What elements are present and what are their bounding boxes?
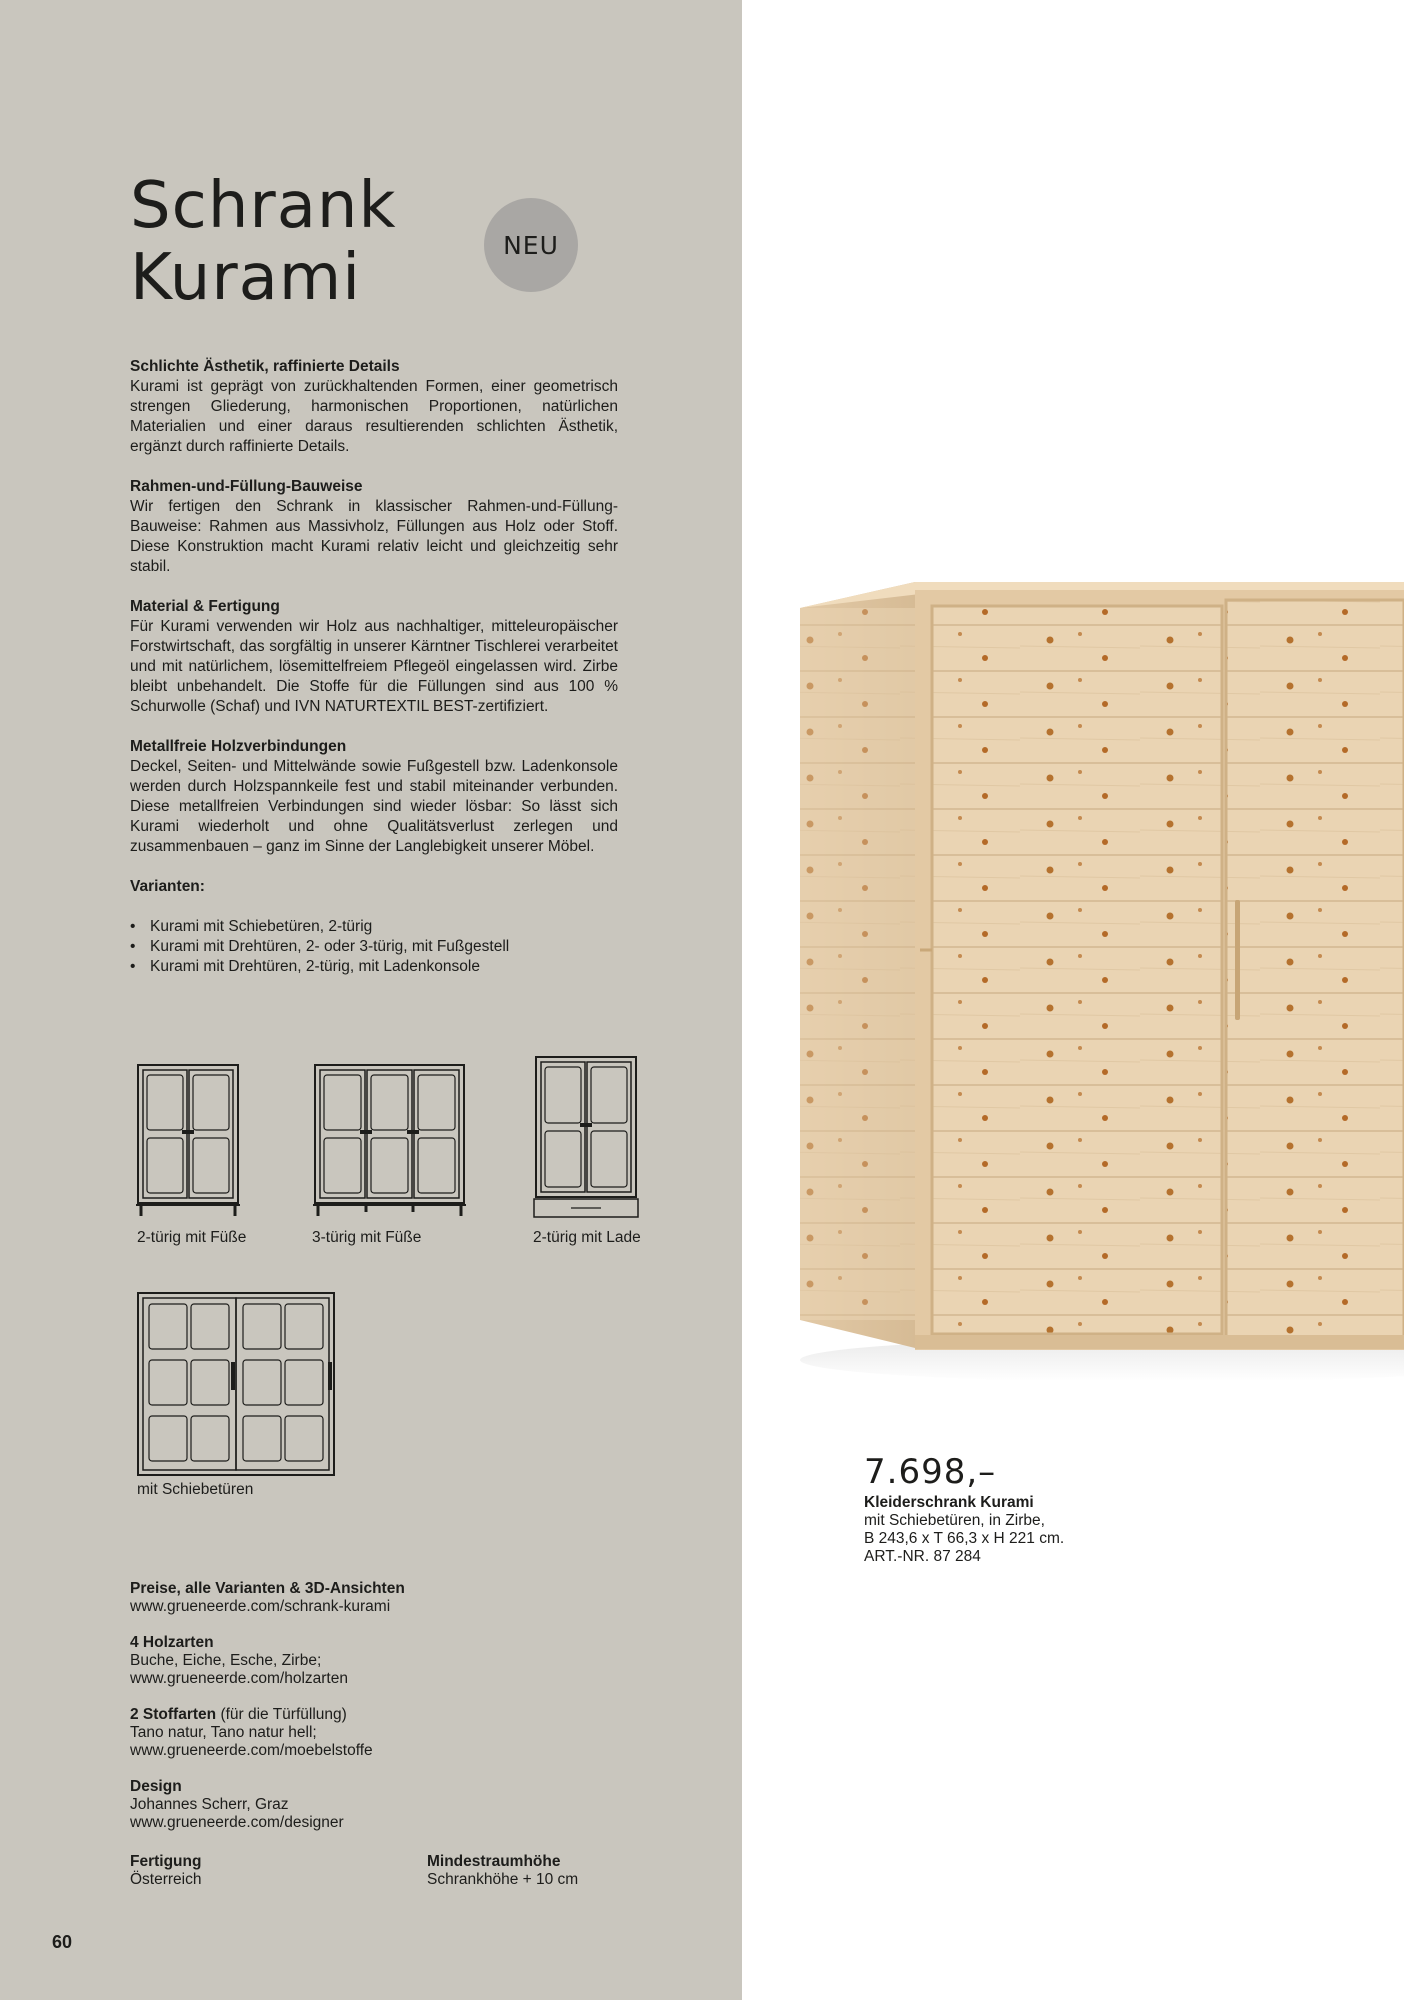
info-heading: Design [130,1778,182,1795]
wardrobe-line-drawing [533,1054,639,1222]
new-badge: NEU [484,198,578,292]
list-item: • Kurami mit Drehtüren, 2-türig, mit Ladenkonsole [130,957,618,977]
section-heading: Material & Fertigung [130,598,280,615]
section-variants [130,877,618,977]
section-heading: Rahmen-und-Füllung-Bauweise [130,478,363,495]
diagram-label: 3-türig mit Füße [312,1229,422,1246]
info-prices [130,1580,630,1616]
info-block [130,1580,630,1850]
title-line-1: Schrank [130,169,397,243]
info-heading: Preise, alle Varianten & 3D-Ansichten [130,1580,405,1597]
wardrobe-line-drawing [135,1290,337,1478]
product-name: Kleiderschrank Kurami [864,1494,1034,1511]
info-text: Schrankhöhe + 10 cm [427,1871,579,1888]
list-item: • Kurami mit Schiebetüren, 2-türig [130,917,618,937]
price-block [864,1452,1264,1566]
section-joints [130,737,618,857]
diagram-label: 2-türig mit Lade [533,1229,641,1246]
section-heading: Metallfreie Holzverbindungen [130,738,347,755]
diagram-label: mit Schiebetüren [137,1481,254,1498]
section-text: Wir fertigen den Schrank in klassischer Rahmen-und-Füllung-Bauweise: Rahmen aus Massivholz, Füllungen aus Holz oder Stoff. Diese Konstruktion macht Kurami relativ leicht und gleichzeitig sehr stabil. [130,498,618,575]
info-link[interactable]: www.grueneerde.com/schrank-kurami [130,1598,391,1615]
page-number: 60 [52,1932,73,1952]
info-text: Buche, Eiche, Esche, Zirbe; [130,1652,322,1669]
info-heading [130,1706,630,1724]
info-design [130,1778,630,1832]
description [130,357,618,997]
info-text: Tano natur, Tano natur hell; [130,1724,317,1741]
info-text: Johannes Scherr, Graz [130,1796,289,1813]
wardrobe-line-drawing [135,1062,241,1222]
section-text: Deckel, Seiten- und Mittelwände sowie Fußgestell bzw. Ladenkonsole werden durch Holzspannkeile fest und stabil miteinander verbunden. Diese metallfreien Verbindungen sind wieder lösbar: So lässt sich Kurami wiederholt und ohne Qualitätsverlust zerlegen und zusammenbauen – ganz im Sinne der Langlebigkeit unserer Möbel. [130,758,618,855]
wardrobe-photo-icon [780,580,1404,1380]
info-link[interactable]: www.grueneerde.com/holzarten [130,1670,348,1687]
product-detail: mit Schiebetüren, in Zirbe, [864,1512,1045,1529]
info-text: Österreich [130,1871,202,1888]
section-construction [130,477,618,577]
section-text: Kurami ist geprägt von zurückhaltenden Formen, einer geometrisch strengen Gliederung, harmonischen Proportionen, natürlichen Materialien und einer daraus resultierenden schlichten Ästhetik, ergänzt durch raffinierte Details. [130,378,618,455]
variants-list [130,917,618,977]
title-line-2: Kurami [130,241,361,315]
info-heading: Fertigung [130,1853,202,1870]
info-link[interactable]: www.grueneerde.com/moebelstoffe [130,1742,373,1759]
diagram-sliding-doors [135,1290,337,1478]
info-heading: Mindestraumhöhe [427,1853,561,1870]
section-text: Für Kurami verwenden wir Holz aus nachhaltiger, mitteleuropäischer Forstwirtschaft, das sorgfältig in unserer Kärntner Tischlerei verarbeitet und mit natürlichem, lösemittelfreiem Pflegeöl eingelassen wird. Zirbe bleibt unbehandelt. Die Stoffe für die Füllungen sind aus 100 % Schurwolle (Schaf) und IVN NATURTEXTIL BEST-zertifiziert. [130,618,618,715]
diagram-two-door-drawer [533,1054,639,1222]
info-woods [130,1634,630,1688]
product-article-number: ART.-NR. 87 284 [864,1548,981,1565]
info-production [130,1853,202,1889]
product-photo [780,580,1404,1380]
page-title [130,170,397,314]
variants-heading: Varianten: [130,878,205,895]
product-dimensions: B 243,6 x T 66,3 x H 221 cm. [864,1530,1065,1547]
info-fabrics [130,1706,630,1760]
info-heading-main: 2 Stoffarten [130,1706,217,1723]
section-aesthetics [130,357,618,457]
info-min-height [427,1853,578,1889]
diagram-two-door-feet [135,1062,241,1222]
info-link[interactable]: www.grueneerde.com/designer [130,1814,344,1831]
wardrobe-line-drawing [312,1062,467,1222]
diagram-label: 2-türig mit Füße [137,1229,247,1246]
section-heading: Schlichte Ästhetik, raffinierte Details [130,358,400,375]
diagram-three-door-feet [312,1062,467,1222]
info-heading: 4 Holzarten [130,1634,214,1651]
section-material [130,597,618,717]
list-item: • Kurami mit Drehtüren, 2- oder 3-türig, mit Fußgestell [130,937,618,957]
product-price: 7.698,– [864,1452,997,1492]
info-heading-note: (für die Türfüllung) [220,1706,347,1723]
